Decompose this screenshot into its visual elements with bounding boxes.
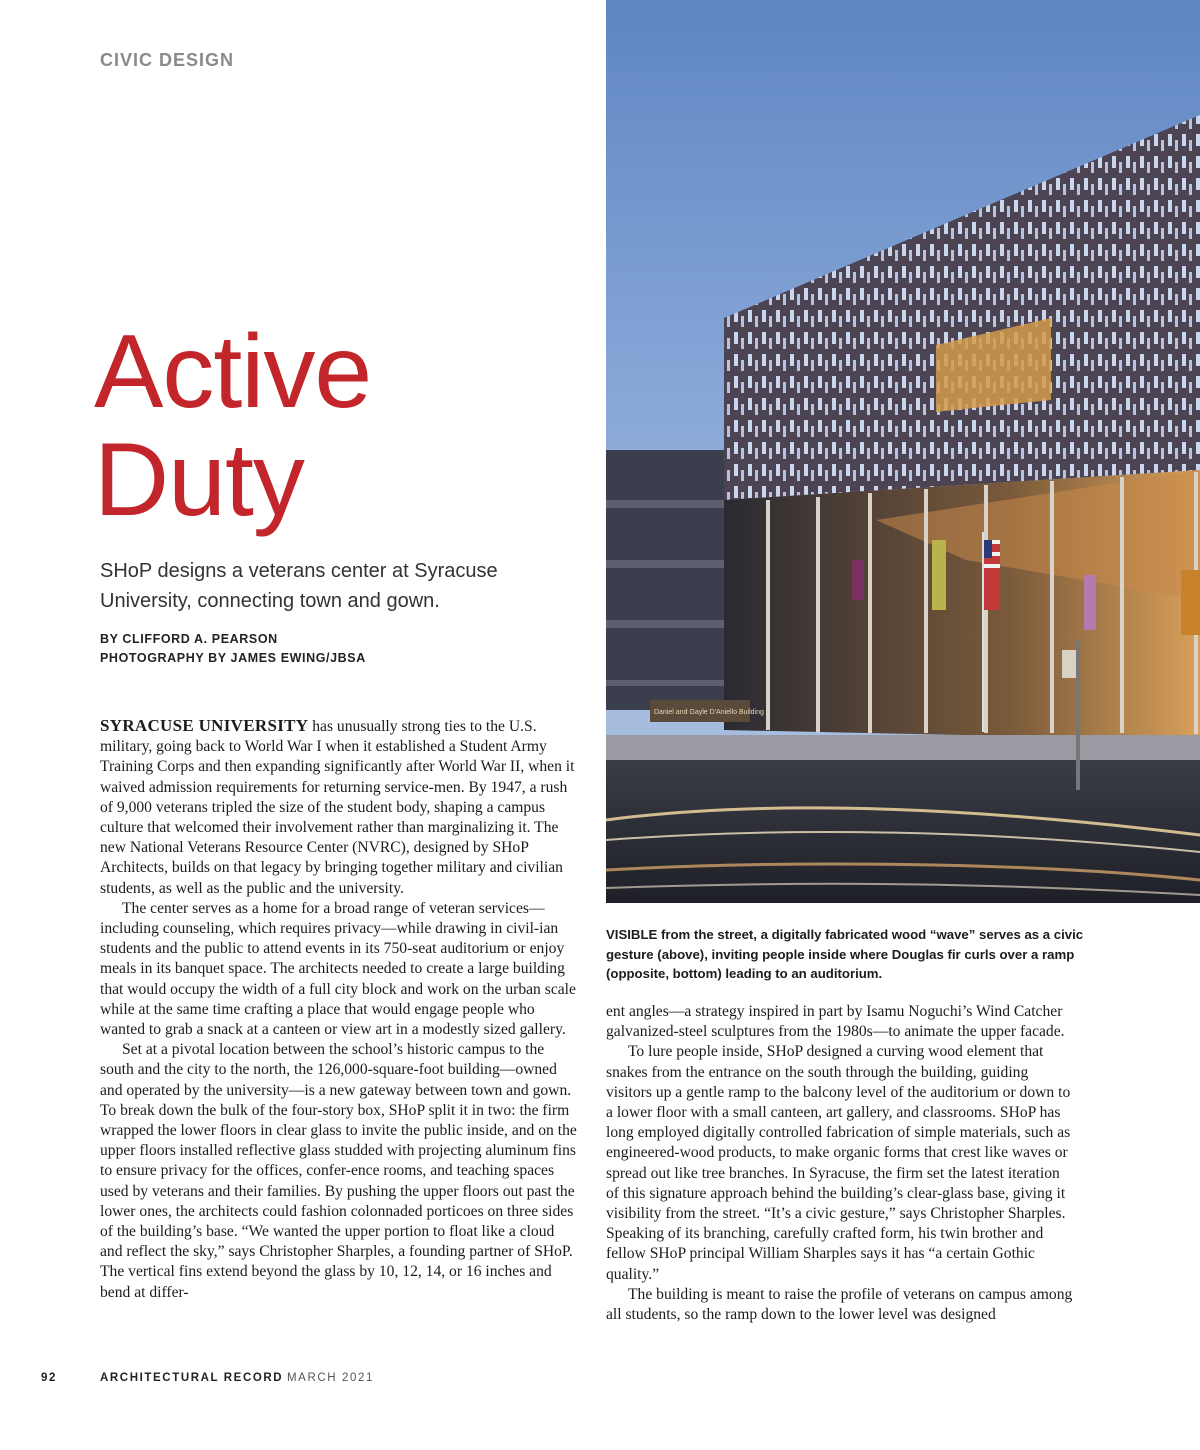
issue-date: MARCH 2021 (287, 1372, 374, 1384)
body-paragraph: To lure people inside, SHoP designed a curving wood element that snakes from the entrance on the south through the building, guiding visitors up a gentle ramp to the balcony level of the auditorium or down to a lower floor with a small canteen, art gallery, and classrooms. SHoP has long employed digitally controlled fabrication of simple materials, such as engineered-wood products, to make organic forms that crest like waves or spread out like tree branches. In Syracuse, the firm set the latest iteration of this signature approach behind the building’s clear-glass base, giving it visibility from the street. “It’s a civic gesture,” says Christopher Sharples. Speaking of its branching, carefully crafted form, his twin brother and fellow SHoP principal William Sharples says it has “a certain Gothic quality.” (606, 1043, 1071, 1283)
body-paragraph: ent angles—a strategy inspired in part by Isamu Noguchi’s Wind Catcher galvanized-steel sculptures from the 1980s—to animate the upper facade. (606, 1003, 1065, 1041)
caption-lead: VISIBLE (606, 927, 658, 942)
building-sign: Daniel and Gayle D'Aniello Building (654, 709, 764, 716)
magazine-name: ARCHITECTURAL RECORD (100, 1372, 284, 1384)
paragraph-text: has unusually strong ties to the U.S. military, going back to World War I when it established a Student Army Training Corps and then expanding significantly after World War II, when it waived admission requirements for returning service-men. By 1947, a rush of 9,000 veterans tripled the size of the student body, shaping a campus culture that welcomed their involvement rather than marginalizing it. The new National Veterans Resource Center (NVRC), designed by SHoP Architects, builds on that legacy by bringing together military and civilian students, as well as the public and the university. (100, 718, 575, 897)
byline-photographer: PHOTOGRAPHY BY JAMES EWING/JBSA (100, 651, 366, 665)
body-paragraph: Set at a pivotal location between the school’s historic campus to the south and the city to the north, the 126,000-square-foot building—owned and operated by the university—is a new gateway between town and gown. To break down the bulk of the four-story box, SHoP split it in two: the firm wrapped the lower floors in clear glass to invite the public inside, and on the upper floors installed reflective glass studded with projecting aluminum fins to ensure privacy for the offices, confer-ence rooms, and teaching spaces used by veterans and their families. By pushing the upper floors out past the lower ones, the architects could fashion colonnaded porticoes on three sides of the building’s base. “We wanted the upper portion to float like a cloud and reflect the sky,” says Christopher Sharples, a founding partner of SHoP. The vertical fins extend beyond the glass by 10, 12, 14, or 16 inches and bend at differ- (100, 1041, 577, 1301)
byline-author: BY CLIFFORD A. PEARSON (100, 632, 278, 646)
dek-line-1: SHoP designs a veterans center at Syracuse (100, 560, 498, 582)
body-column-1 (100, 716, 578, 1303)
body-paragraph: The center serves as a home for a broad range of veteran services—including counseling, which requires privacy—while drawing in civil-ian students and the public to attend events in its 750-seat auditorium or enjoy meals in its banquet space. The architects needed to create a large building that would occupy the width of a full city block and work on the urban scale while at the same time crafting a place that would engage people who wanted to grab a snack at a canteen or view art in a modestly sized gallery. (100, 899, 576, 1039)
section-label: CIVIC DESIGN (100, 50, 235, 70)
article-dek (100, 556, 570, 616)
byline (100, 630, 366, 668)
article-title (94, 314, 372, 538)
title-line-1: Active (94, 314, 372, 430)
caption-text: from the street, a digitally fabricated wood “wave” serves as a civic gesture (above), inviting people inside where Douglas fir curls over a ramp (opposite, bottom) leading to an auditorium. (606, 927, 1084, 981)
body-paragraph: The building is meant to raise the profile of veterans on campus among all students, so the ramp down to the lower level was designed (606, 1285, 1073, 1324)
title-line-2: Duty (94, 422, 304, 538)
hero-photo (606, 0, 1200, 903)
lead-in: SYRACUSE UNIVERSITY (100, 716, 309, 735)
body-paragraph (100, 716, 578, 899)
dek-line-2: University, connecting town and gown. (100, 590, 440, 612)
photo-caption (606, 925, 1086, 984)
page-number: 92 (41, 1372, 57, 1384)
body-column-2 (606, 1002, 1074, 1325)
